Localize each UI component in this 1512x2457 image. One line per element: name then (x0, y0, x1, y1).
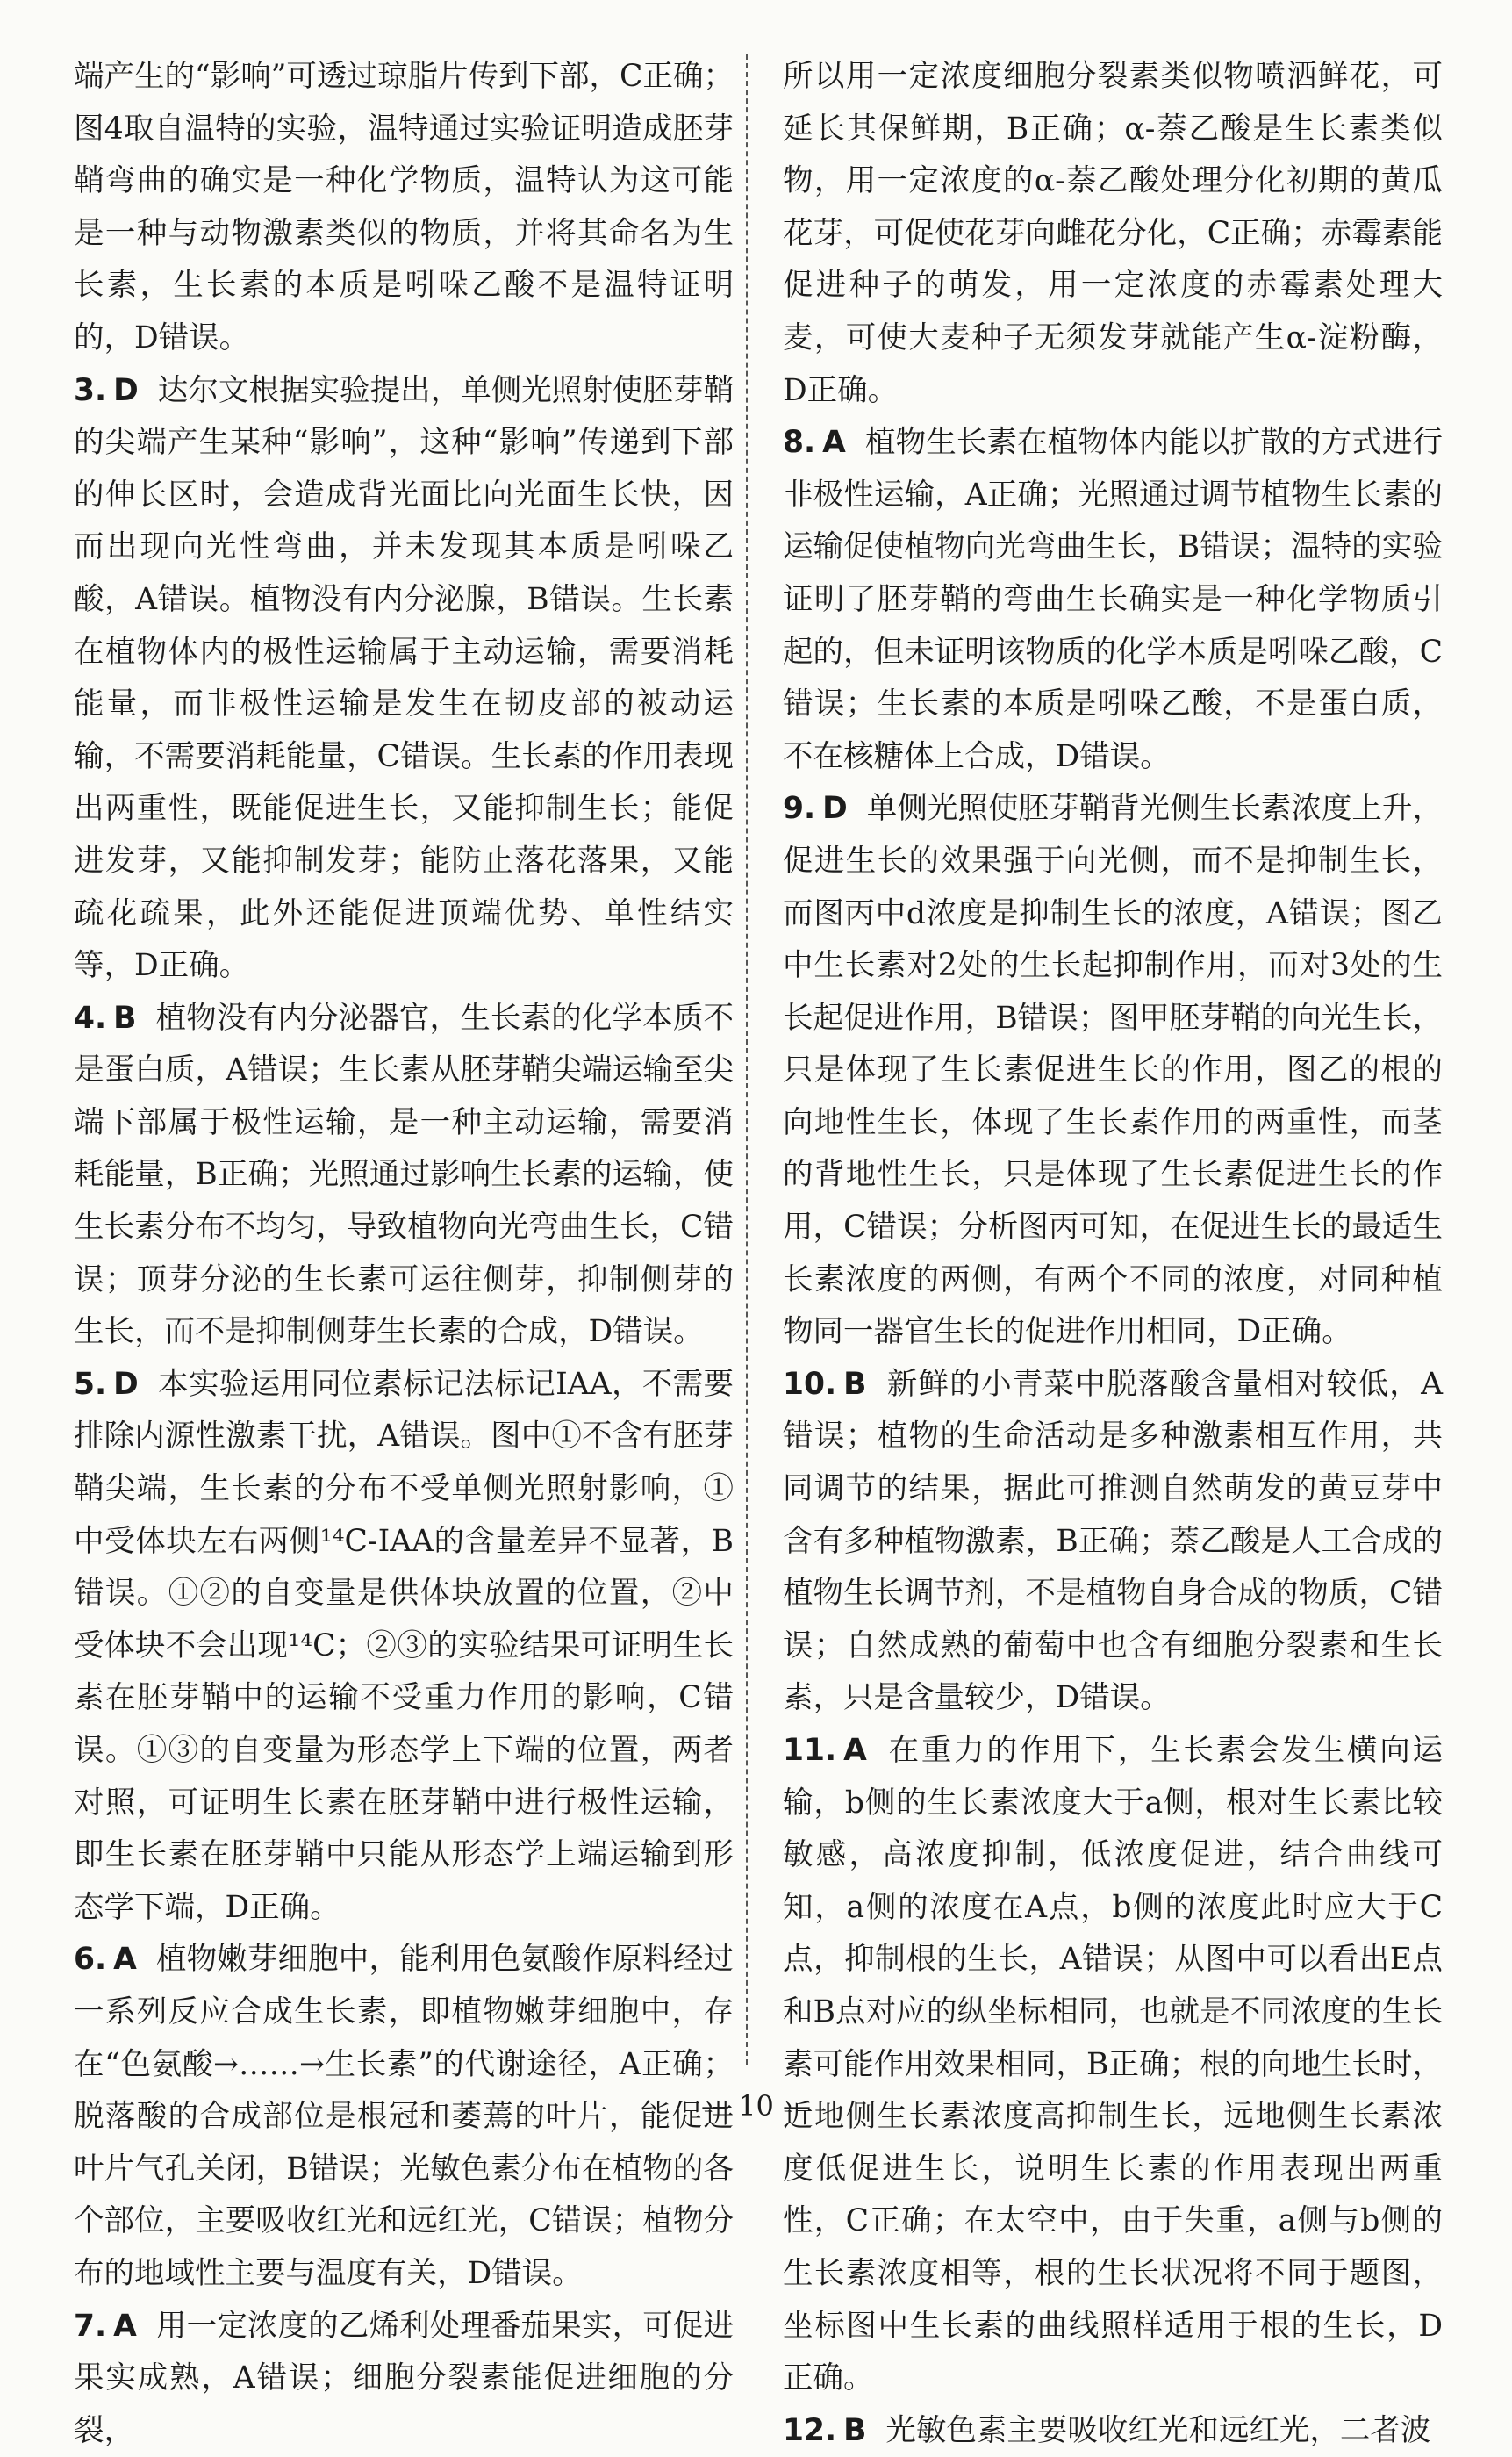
item-answer: A (843, 1733, 867, 1768)
item-number: 12. (783, 2412, 837, 2448)
item-answer: A (113, 1942, 137, 1978)
item-explanation: 植物生长素在植物体内能以扩散的方式进行非极性运输，A正确；光照通过调节植物生长素的运输促使植物向光弯曲生长，B错误；温特的实验证明了胚芽鞘的弯曲生长确实是一种化学物质引起的，但未证明该物质的化学本质是吲哚乙酸，C错误；生长素的本质是吲哚乙酸，不是蛋白质，不在核糖体上合成，D错误。 (783, 425, 1443, 774)
item-answer: B (843, 1366, 867, 1402)
answer-item-11 (783, 1725, 1443, 2405)
left-continuation: 端产生的“影响”可透过琼脂片传到下部，C正确；图4取自温特的实验，温特通过实验证明造成胚芽鞘弯曲的确实是一种化学物质，温特认为这可能是一种与动物激素类似的物质，并将其命名为生长素，生长素的本质是吲哚乙酸不是温特证明的，D错误。 (74, 59, 734, 356)
item-answer: D (113, 1366, 139, 1402)
answer-item-3 (74, 365, 734, 993)
item-explanation: 用一定浓度的乙烯利处理番茄果实，可促进果实成熟，A错误；细胞分裂素能促进细胞的分裂， (74, 2308, 734, 2448)
answer-item-5 (74, 1359, 734, 1935)
answer-item-10 (783, 1359, 1443, 1725)
answer-item-7 (74, 2301, 734, 2457)
item-number: 3. (74, 372, 107, 408)
item-explanation: 达尔文根据实验提出，单侧光照射使胚芽鞘的尖端产生某种“影响”，这种“影响”传递到下部的伸长区时，会造成背光面比向光面生长快，因而出现向光性弯曲，并未发现其本质是吲哚乙酸，A错误。植物没有内分泌腺，B错误。生长素在植物体内的极性运输属于主动运输，需要消耗能量，而非极性运输是发生在韧皮部的被动运输，不需要消耗能量，C错误。生长素的作用表现出两重性，既能促进生长，又能抑制生长；能促进发芽，又能抑制发芽；能防止落花落果，又能疏花疏果，此外还能促进顶端优势、单性结实等，D正确。 (74, 372, 734, 984)
right-continuation: 所以用一定浓度细胞分裂素类似物喷洒鲜花，可延长其保鲜期，B正确；α-萘乙酸是生长素类似物，用一定浓度的α-萘乙酸处理分化初期的黄瓜花芽，可促使花芽向雌花分化，C正确；赤霉素能促进种子的萌发，用一定浓度的赤霉素处理大麦，可使大麦种子无须发芽就能产生α-淀粉酶，D正确。 (783, 59, 1443, 408)
page-number: — 10 — (700, 2089, 812, 2123)
item-explanation: 新鲜的小青菜中脱落酸含量相对较低，A错误；植物的生命活动是多种激素相互作用，共同调节的结果，据此可推测自然萌发的黄豆芽中含有多种植物激素，B正确；萘乙酸是人工合成的植物生长调节剂，不是植物自身合成的物质，C错误；自然成熟的葡萄中也含有细胞分裂素和生长素，只是含量较少，D错误。 (783, 1366, 1443, 1716)
item-answer: B (843, 2412, 867, 2448)
item-explanation: 本实验运用同位素标记法标记IAA，不需要排除内源性激素干扰，A错误。图中①不含有胚芽鞘尖端，生长素的分布不受单侧光照射影响，①中受体块左右两侧¹⁴C-IAA的含量差异不显著，B错误。①②的自变量是供体块放置的位置，②中受体块不会出现¹⁴C；②③的实验结果可证明生长素在胚芽鞘中的运输不受重力作用的影响，C错误。①③的自变量为形态学上下端的位置，两者对照，可证明生长素在胚芽鞘中进行极性运输，即生长素在胚芽鞘中只能从形态学上端运输到形态学下端，D正确。 (74, 1366, 734, 1925)
item-number: 7. (74, 2308, 107, 2344)
item-number: 4. (74, 1000, 107, 1036)
column-divider (746, 54, 748, 2065)
item-answer: A (113, 2308, 137, 2344)
answer-item-12 (783, 2405, 1443, 2457)
answer-item-4 (74, 993, 734, 1359)
answer-item-8 (783, 417, 1443, 783)
item-number: 6. (74, 1942, 107, 1978)
item-number: 11. (783, 1733, 837, 1768)
item-number: 10. (783, 1366, 837, 1402)
item-answer: B (113, 1000, 137, 1036)
item-explanation: 植物嫩芽细胞中，能利用色氨酸作原料经过一系列反应合成生长素，即植物嫩芽细胞中，存在“色氨酸→……→生长素”的代谢途径，A正确；脱落酸的合成部位是根冠和萎蔫的叶片，能促进叶片气孔关闭，B错误；光敏色素分布在植物的各个部位，主要吸收红光和远红光，C错误；植物分布的地域性主要与温度有关，D错误。 (74, 1942, 734, 2291)
item-explanation: 植物没有内分泌器官，生长素的化学本质不是蛋白质，A错误；生长素从胚芽鞘尖端运输至尖端下部属于极性运输，是一种主动运输，需要消耗能量，B正确；光照通过影响生长素的运输，使生长素分布不均匀，导致植物向光弯曲生长，C错误；顶芽分泌的生长素可运往侧芽，抑制侧芽的生长，而不是抑制侧芽生长素的合成，D错误。 (74, 1000, 734, 1350)
item-explanation: 单侧光照使胚芽鞘背光侧生长素浓度上升，促进生长的效果强于向光侧，而不是抑制生长，而图丙中d浓度是抑制生长的浓度，A错误；图乙中生长素对2处的生长起抑制作用，而对3处的生长起促进作用，B错误；图甲胚芽鞘的向光生长，只是体现了生长素促进生长的作用，图乙的根的向地性生长，体现了生长素作用的两重性，而茎的背地性生长，只是体现了生长素促进生长的作用，C错误；分析图丙可知，在促进生长的最适生长素浓度的两侧，有两个不同的浓度，对同种植物同一器官生长的促进作用相同，D正确。 (783, 791, 1443, 1350)
answer-item-9 (783, 783, 1443, 1359)
item-number: 5. (74, 1366, 107, 1402)
item-explanation: 光敏色素主要吸收红光和远红光，二者波 (885, 2412, 1431, 2448)
item-answer: D (822, 791, 848, 827)
item-number: 8. (783, 425, 816, 461)
item-explanation: 在重力的作用下，生长素会发生横向运输，b侧的生长素浓度大于a侧，根对生长素比较敏感，高浓度抑制，低浓度促进，结合曲线可知，a侧的浓度在A点，b侧的浓度此时应大于C点，抑制根的生长，A错误；从图中可以看出E点和B点对应的纵坐标相同，也就是不同浓度的生长素可能作用效果相同，B正确；根的向地生长时，近地侧生长素浓度高抑制生长，远地侧生长素浓度低促进生长，说明生长素的作用表现出两重性，C正确；在太空中，由于失重，a侧与b侧的生长素浓度相等，根的生长状况将不同于题图，坐标图中生长素的曲线照样适用于根的生长，D正确。 (783, 1733, 1443, 2396)
item-number: 9. (783, 791, 816, 827)
item-answer: D (113, 372, 139, 408)
item-answer: A (822, 425, 846, 461)
